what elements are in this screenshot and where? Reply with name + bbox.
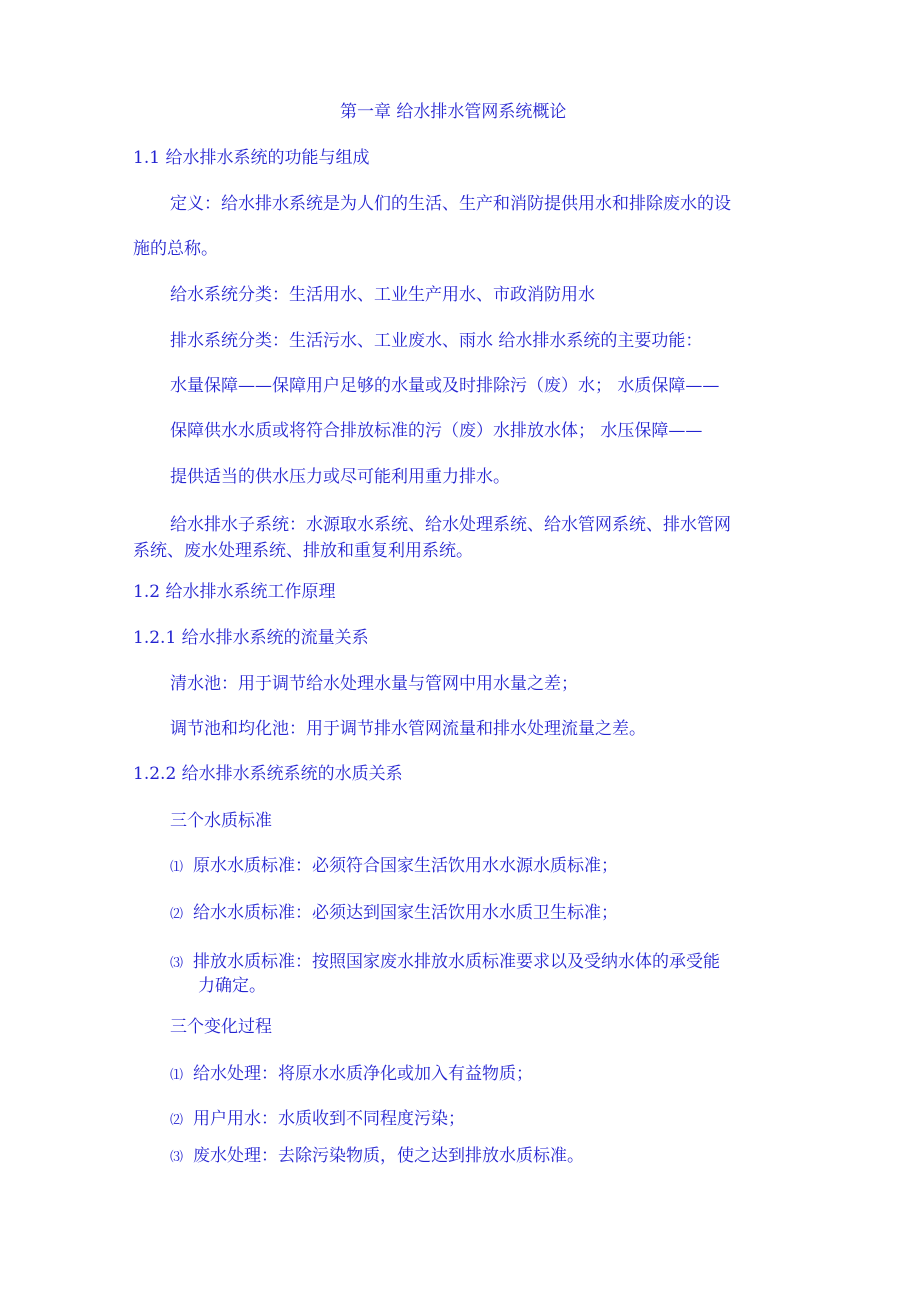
subsection-heading: 1.2.2 给水排水系统系统的水质关系 — [133, 764, 403, 784]
chapter-title: 第一章 给水排水管网系统概论 — [340, 102, 567, 122]
list-item — [170, 1145, 584, 1169]
list-heading: 三个变化过程 — [170, 1017, 272, 1037]
paragraph-line: 施的总称。 — [133, 239, 218, 259]
paragraph-line: 系统、废水处理系统、排放和重复利用系统。 — [133, 541, 473, 561]
list-number: ⑵ — [170, 1113, 184, 1128]
list-item-continuation: 力确定。 — [198, 976, 266, 996]
list-item — [170, 1063, 533, 1087]
list-number: ⑶ — [170, 956, 184, 971]
section-heading: 1.1 给水排水系统的功能与组成 — [133, 148, 370, 168]
list-text: 用户用水：水质收到不同程度污染； — [193, 1109, 466, 1129]
paragraph-line: 清水池：用于调节给水处理水量与管网中用水量之差； — [170, 674, 578, 694]
list-number: ⑶ — [170, 1150, 184, 1165]
list-text: 给水水质标准：必须达到国家生活饮用水水质卫生标准； — [193, 903, 619, 923]
paragraph-line: 定义：给水排水系统是为人们的生活、生产和消防提供用水和排除废水的设 — [170, 194, 731, 214]
paragraph-line: 排水系统分类：生活污水、工业废水、雨水 给水排水系统的主要功能： — [170, 331, 703, 351]
list-number: ⑵ — [170, 907, 184, 922]
list-item — [170, 855, 618, 879]
paragraph-line: 调节池和均化池：用于调节排水管网流量和排水处理流量之差。 — [170, 719, 646, 739]
list-text: 废水处理：去除污染物质，使之达到排放水质标准。 — [193, 1146, 585, 1166]
list-number: ⑴ — [170, 860, 184, 875]
paragraph-line: 给水排水子系统：水源取水系统、给水处理系统、给水管网系统、排水管网 — [170, 515, 731, 535]
list-text: 原水水质标准：必须符合国家生活饮用水水源水质标准； — [193, 856, 619, 876]
list-item — [170, 951, 720, 975]
paragraph-line: 保障供水水质或将符合排放标准的污（废）水排放水体； 水压保障—— — [170, 421, 703, 441]
list-item — [170, 902, 618, 926]
section-heading: 1.2 给水排水系统工作原理 — [133, 582, 336, 602]
list-heading: 三个水质标准 — [170, 811, 272, 831]
subsection-heading: 1.2.1 给水排水系统的流量关系 — [133, 628, 369, 648]
list-text: 给水处理：将原水水质净化或加入有益物质； — [193, 1064, 534, 1084]
paragraph-line: 提供适当的供水压力或尽可能利用重力排水。 — [170, 467, 510, 487]
list-text: 排放水质标准：按照国家废水排放水质标准要求以及受纳水体的承受能 — [193, 952, 721, 972]
list-number: ⑴ — [170, 1068, 184, 1083]
paragraph-line: 水量保障——保障用户足够的水量或及时排除污（废）水； 水质保障—— — [170, 376, 720, 396]
paragraph-line: 给水系统分类：生活用水、工业生产用水、市政消防用水 — [170, 285, 595, 305]
list-item — [170, 1108, 465, 1132]
